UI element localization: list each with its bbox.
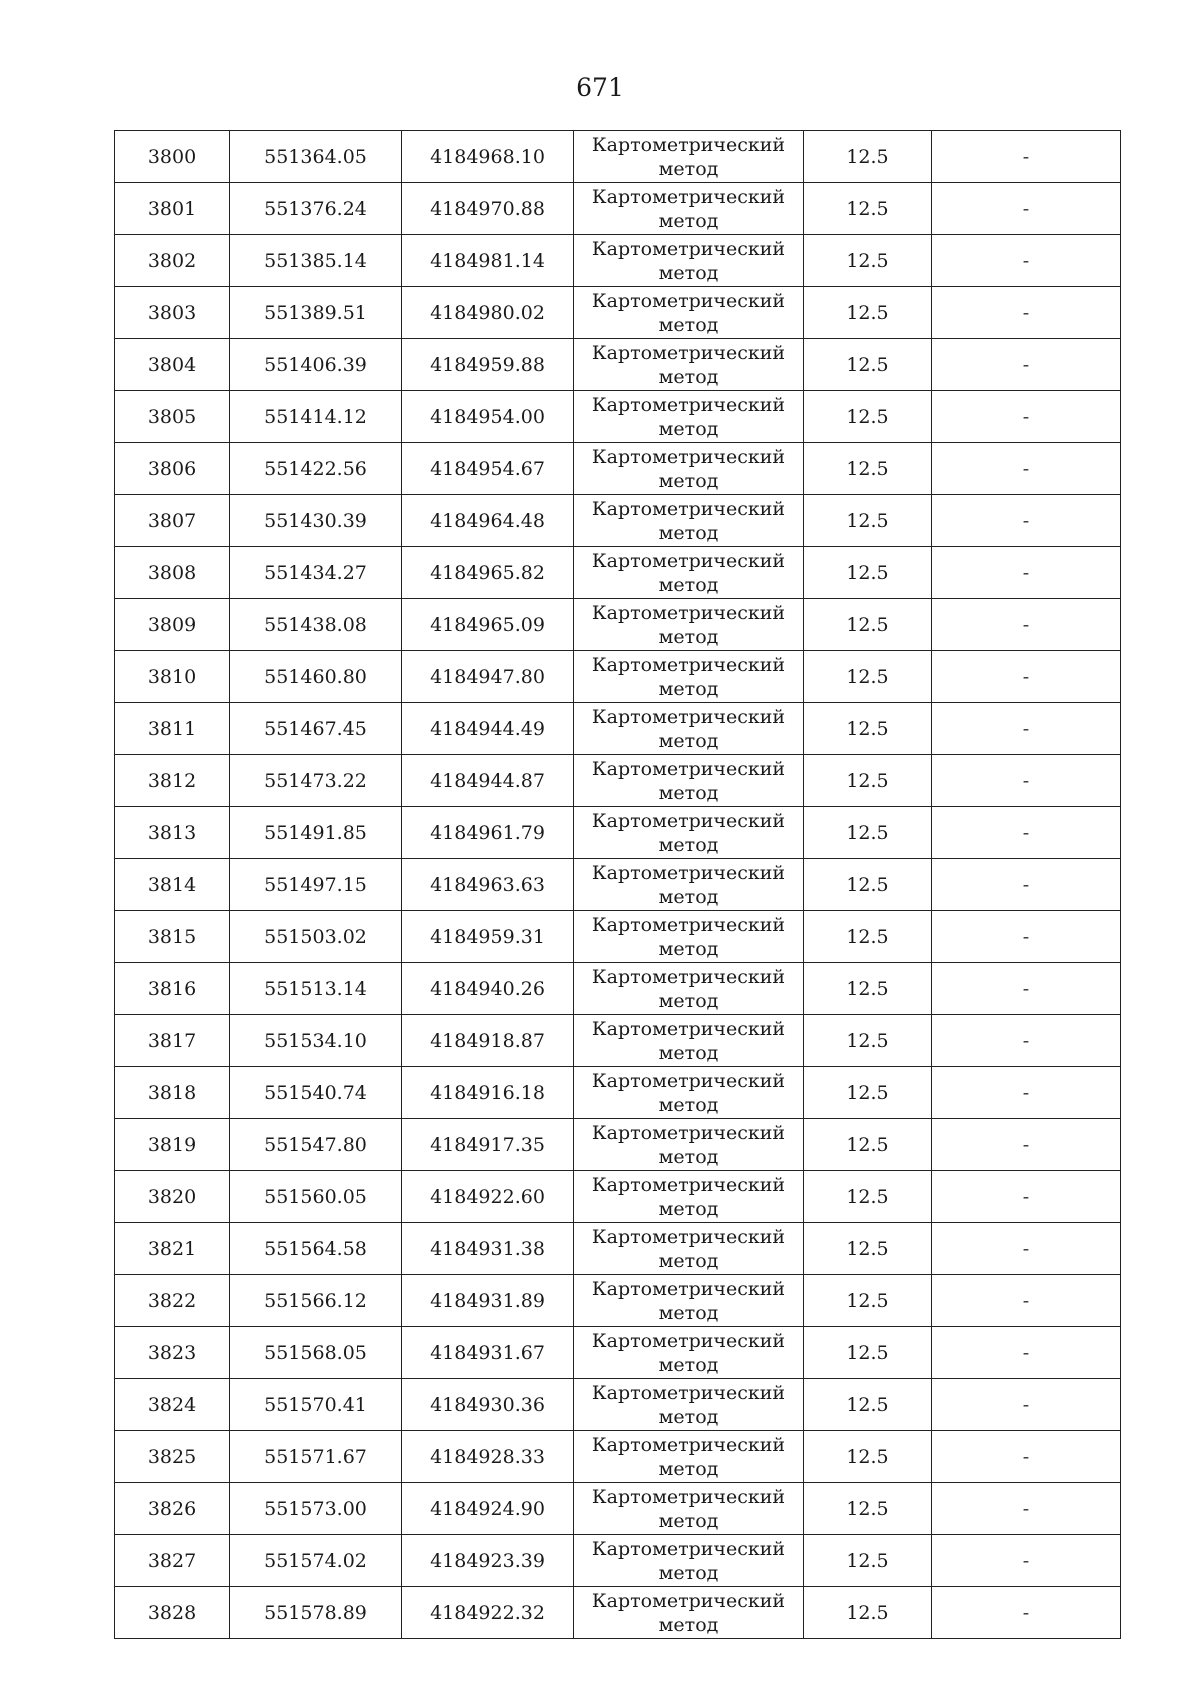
table-row xyxy=(115,287,1121,339)
table-row xyxy=(115,1275,1121,1327)
y-coordinate-cell: 4184954.67 xyxy=(402,443,574,495)
method-line-2: метод xyxy=(658,989,719,1012)
note-cell: - xyxy=(932,131,1121,183)
method-line-2: метод xyxy=(658,313,719,336)
y-coordinate-cell: 4184959.88 xyxy=(402,339,574,391)
method-line-1: Картометрический xyxy=(591,1537,786,1560)
table-row xyxy=(115,495,1121,547)
accuracy-cell: 12.5 xyxy=(804,703,932,755)
x-coordinate-cell: 551473.22 xyxy=(230,755,402,807)
method-cell xyxy=(574,911,804,963)
x-coordinate-cell: 551564.58 xyxy=(230,1223,402,1275)
y-coordinate-cell: 4184944.87 xyxy=(402,755,574,807)
method-cell xyxy=(574,963,804,1015)
method-cell xyxy=(574,807,804,859)
table-row xyxy=(115,963,1121,1015)
table-row xyxy=(115,1379,1121,1431)
point-number-cell: 3825 xyxy=(115,1431,230,1483)
method-cell xyxy=(574,599,804,651)
accuracy-cell: 12.5 xyxy=(804,963,932,1015)
point-number-cell: 3801 xyxy=(115,183,230,235)
y-coordinate-cell: 4184924.90 xyxy=(402,1483,574,1535)
accuracy-cell: 12.5 xyxy=(804,547,932,599)
method-cell xyxy=(574,1119,804,1171)
method-line-2: метод xyxy=(658,937,719,960)
method-cell xyxy=(574,235,804,287)
x-coordinate-cell: 551534.10 xyxy=(230,1015,402,1067)
y-coordinate-cell: 4184917.35 xyxy=(402,1119,574,1171)
accuracy-cell: 12.5 xyxy=(804,287,932,339)
x-coordinate-cell: 551376.24 xyxy=(230,183,402,235)
method-line-2: метод xyxy=(658,833,719,856)
note-cell: - xyxy=(932,599,1121,651)
method-line-1: Картометрический xyxy=(591,1017,786,1040)
point-number-cell: 3828 xyxy=(115,1587,230,1639)
x-coordinate-cell: 551414.12 xyxy=(230,391,402,443)
method-line-1: Картометрический xyxy=(591,1329,786,1352)
accuracy-cell: 12.5 xyxy=(804,1587,932,1639)
table-row xyxy=(115,391,1121,443)
y-coordinate-cell: 4184944.49 xyxy=(402,703,574,755)
x-coordinate-cell: 551574.02 xyxy=(230,1535,402,1587)
point-number-cell: 3809 xyxy=(115,599,230,651)
method-cell xyxy=(574,287,804,339)
method-line-2: метод xyxy=(658,1197,719,1220)
method-cell xyxy=(574,1483,804,1535)
table-row xyxy=(115,599,1121,651)
y-coordinate-cell: 4184923.39 xyxy=(402,1535,574,1587)
method-line-1: Картометрический xyxy=(591,133,786,156)
accuracy-cell: 12.5 xyxy=(804,495,932,547)
method-line-1: Картометрический xyxy=(591,757,786,780)
point-number-cell: 3808 xyxy=(115,547,230,599)
x-coordinate-cell: 551578.89 xyxy=(230,1587,402,1639)
table-row xyxy=(115,703,1121,755)
method-cell xyxy=(574,1379,804,1431)
accuracy-cell: 12.5 xyxy=(804,1379,932,1431)
y-coordinate-cell: 4184930.36 xyxy=(402,1379,574,1431)
accuracy-cell: 12.5 xyxy=(804,1015,932,1067)
point-number-cell: 3814 xyxy=(115,859,230,911)
note-cell: - xyxy=(932,235,1121,287)
point-number-cell: 3803 xyxy=(115,287,230,339)
x-coordinate-cell: 551568.05 xyxy=(230,1327,402,1379)
note-cell: - xyxy=(932,1431,1121,1483)
point-number-cell: 3810 xyxy=(115,651,230,703)
point-number-cell: 3812 xyxy=(115,755,230,807)
method-line-2: метод xyxy=(658,885,719,908)
method-cell xyxy=(574,1587,804,1639)
method-line-1: Картометрический xyxy=(591,1589,786,1612)
point-number-cell: 3826 xyxy=(115,1483,230,1535)
note-cell: - xyxy=(932,1535,1121,1587)
y-coordinate-cell: 4184922.32 xyxy=(402,1587,574,1639)
y-coordinate-cell: 4184954.00 xyxy=(402,391,574,443)
table-row xyxy=(115,131,1121,183)
accuracy-cell: 12.5 xyxy=(804,235,932,287)
note-cell: - xyxy=(932,183,1121,235)
accuracy-cell: 12.5 xyxy=(804,183,932,235)
note-cell: - xyxy=(932,1587,1121,1639)
method-line-1: Картометрический xyxy=(591,445,786,468)
point-number-cell: 3802 xyxy=(115,235,230,287)
accuracy-cell: 12.5 xyxy=(804,131,932,183)
note-cell: - xyxy=(932,807,1121,859)
method-line-2: метод xyxy=(658,1509,719,1532)
x-coordinate-cell: 551385.14 xyxy=(230,235,402,287)
x-coordinate-cell: 551491.85 xyxy=(230,807,402,859)
note-cell: - xyxy=(932,1379,1121,1431)
method-line-1: Картометрический xyxy=(591,653,786,676)
y-coordinate-cell: 4184961.79 xyxy=(402,807,574,859)
y-coordinate-cell: 4184980.02 xyxy=(402,287,574,339)
note-cell: - xyxy=(932,1223,1121,1275)
method-cell xyxy=(574,755,804,807)
point-number-cell: 3816 xyxy=(115,963,230,1015)
method-line-1: Картометрический xyxy=(591,341,786,364)
table-row xyxy=(115,1535,1121,1587)
note-cell: - xyxy=(932,495,1121,547)
method-cell xyxy=(574,443,804,495)
accuracy-cell: 12.5 xyxy=(804,391,932,443)
note-cell: - xyxy=(932,391,1121,443)
accuracy-cell: 12.5 xyxy=(804,1431,932,1483)
method-cell xyxy=(574,1015,804,1067)
y-coordinate-cell: 4184918.87 xyxy=(402,1015,574,1067)
table-row xyxy=(115,1067,1121,1119)
x-coordinate-cell: 551566.12 xyxy=(230,1275,402,1327)
method-line-2: метод xyxy=(658,729,719,752)
note-cell: - xyxy=(932,287,1121,339)
note-cell: - xyxy=(932,859,1121,911)
accuracy-cell: 12.5 xyxy=(804,1171,932,1223)
accuracy-cell: 12.5 xyxy=(804,1119,932,1171)
accuracy-cell: 12.5 xyxy=(804,339,932,391)
point-number-cell: 3811 xyxy=(115,703,230,755)
page-number: 671 xyxy=(576,73,624,102)
accuracy-cell: 12.5 xyxy=(804,1067,932,1119)
accuracy-cell: 12.5 xyxy=(804,755,932,807)
note-cell: - xyxy=(932,651,1121,703)
x-coordinate-cell: 551513.14 xyxy=(230,963,402,1015)
accuracy-cell: 12.5 xyxy=(804,1223,932,1275)
table-row xyxy=(115,911,1121,963)
method-cell xyxy=(574,1327,804,1379)
method-line-2: метод xyxy=(658,1041,719,1064)
method-line-1: Картометрический xyxy=(591,237,786,260)
coordinates-table-body xyxy=(115,131,1121,1639)
accuracy-cell: 12.5 xyxy=(804,1275,932,1327)
accuracy-cell: 12.5 xyxy=(804,1535,932,1587)
method-line-2: метод xyxy=(658,521,719,544)
x-coordinate-cell: 551406.39 xyxy=(230,339,402,391)
x-coordinate-cell: 551540.74 xyxy=(230,1067,402,1119)
method-cell xyxy=(574,1535,804,1587)
note-cell: - xyxy=(932,911,1121,963)
method-line-2: метод xyxy=(658,1145,719,1168)
point-number-cell: 3824 xyxy=(115,1379,230,1431)
method-line-2: метод xyxy=(658,209,719,232)
x-coordinate-cell: 551560.05 xyxy=(230,1171,402,1223)
method-line-2: метод xyxy=(658,625,719,648)
table-row xyxy=(115,443,1121,495)
method-line-2: метод xyxy=(658,261,719,284)
y-coordinate-cell: 4184931.67 xyxy=(402,1327,574,1379)
method-line-1: Картометрический xyxy=(591,1173,786,1196)
x-coordinate-cell: 551430.39 xyxy=(230,495,402,547)
method-line-2: метод xyxy=(658,1353,719,1376)
x-coordinate-cell: 551438.08 xyxy=(230,599,402,651)
y-coordinate-cell: 4184981.14 xyxy=(402,235,574,287)
table-row xyxy=(115,1587,1121,1639)
method-line-2: метод xyxy=(658,469,719,492)
method-line-2: метод xyxy=(658,677,719,700)
method-line-1: Картометрический xyxy=(591,1277,786,1300)
table-row xyxy=(115,1171,1121,1223)
table-row xyxy=(115,1483,1121,1535)
method-cell xyxy=(574,131,804,183)
method-line-1: Картометрический xyxy=(591,913,786,936)
y-coordinate-cell: 4184947.80 xyxy=(402,651,574,703)
y-coordinate-cell: 4184916.18 xyxy=(402,1067,574,1119)
method-cell xyxy=(574,391,804,443)
method-cell xyxy=(574,183,804,235)
y-coordinate-cell: 4184931.38 xyxy=(402,1223,574,1275)
table-row xyxy=(115,183,1121,235)
x-coordinate-cell: 551467.45 xyxy=(230,703,402,755)
point-number-cell: 3804 xyxy=(115,339,230,391)
method-line-1: Картометрический xyxy=(591,1381,786,1404)
accuracy-cell: 12.5 xyxy=(804,859,932,911)
method-line-1: Картометрический xyxy=(591,1121,786,1144)
y-coordinate-cell: 4184965.09 xyxy=(402,599,574,651)
accuracy-cell: 12.5 xyxy=(804,1327,932,1379)
method-cell xyxy=(574,1431,804,1483)
y-coordinate-cell: 4184931.89 xyxy=(402,1275,574,1327)
method-line-2: метод xyxy=(658,417,719,440)
point-number-cell: 3805 xyxy=(115,391,230,443)
table-row xyxy=(115,235,1121,287)
x-coordinate-cell: 551573.00 xyxy=(230,1483,402,1535)
accuracy-cell: 12.5 xyxy=(804,651,932,703)
method-line-2: метод xyxy=(658,1405,719,1428)
table-row xyxy=(115,1015,1121,1067)
method-line-1: Картометрический xyxy=(591,1433,786,1456)
method-cell xyxy=(574,703,804,755)
y-coordinate-cell: 4184928.33 xyxy=(402,1431,574,1483)
x-coordinate-cell: 551497.15 xyxy=(230,859,402,911)
accuracy-cell: 12.5 xyxy=(804,1483,932,1535)
method-line-2: метод xyxy=(658,1613,719,1636)
point-number-cell: 3822 xyxy=(115,1275,230,1327)
method-cell xyxy=(574,547,804,599)
note-cell: - xyxy=(932,1275,1121,1327)
table-row xyxy=(115,859,1121,911)
method-line-1: Картометрический xyxy=(591,861,786,884)
table-row xyxy=(115,807,1121,859)
accuracy-cell: 12.5 xyxy=(804,911,932,963)
point-number-cell: 3820 xyxy=(115,1171,230,1223)
method-cell xyxy=(574,1275,804,1327)
method-line-1: Картометрический xyxy=(591,497,786,520)
point-number-cell: 3823 xyxy=(115,1327,230,1379)
method-line-1: Картометрический xyxy=(591,1225,786,1248)
note-cell: - xyxy=(932,339,1121,391)
method-cell xyxy=(574,651,804,703)
accuracy-cell: 12.5 xyxy=(804,807,932,859)
method-line-2: метод xyxy=(658,1093,719,1116)
y-coordinate-cell: 4184922.60 xyxy=(402,1171,574,1223)
table-row xyxy=(115,1223,1121,1275)
accuracy-cell: 12.5 xyxy=(804,443,932,495)
x-coordinate-cell: 551460.80 xyxy=(230,651,402,703)
note-cell: - xyxy=(932,963,1121,1015)
y-coordinate-cell: 4184965.82 xyxy=(402,547,574,599)
note-cell: - xyxy=(932,547,1121,599)
point-number-cell: 3821 xyxy=(115,1223,230,1275)
x-coordinate-cell: 551364.05 xyxy=(230,131,402,183)
method-line-2: метод xyxy=(658,157,719,180)
method-line-2: метод xyxy=(658,781,719,804)
accuracy-cell: 12.5 xyxy=(804,599,932,651)
method-cell xyxy=(574,339,804,391)
table-row xyxy=(115,339,1121,391)
method-line-1: Картометрический xyxy=(591,185,786,208)
method-line-1: Картометрический xyxy=(591,601,786,624)
method-line-1: Картометрический xyxy=(591,965,786,988)
point-number-cell: 3827 xyxy=(115,1535,230,1587)
y-coordinate-cell: 4184964.48 xyxy=(402,495,574,547)
x-coordinate-cell: 551571.67 xyxy=(230,1431,402,1483)
note-cell: - xyxy=(932,443,1121,495)
method-cell xyxy=(574,1067,804,1119)
table-row xyxy=(115,755,1121,807)
method-line-2: метод xyxy=(658,1561,719,1584)
point-number-cell: 3800 xyxy=(115,131,230,183)
method-line-1: Картометрический xyxy=(591,289,786,312)
x-coordinate-cell: 551503.02 xyxy=(230,911,402,963)
method-cell xyxy=(574,1223,804,1275)
method-cell xyxy=(574,859,804,911)
y-coordinate-cell: 4184940.26 xyxy=(402,963,574,1015)
x-coordinate-cell: 551547.80 xyxy=(230,1119,402,1171)
x-coordinate-cell: 551422.56 xyxy=(230,443,402,495)
method-line-1: Картометрический xyxy=(591,393,786,416)
table-row xyxy=(115,1119,1121,1171)
point-number-cell: 3806 xyxy=(115,443,230,495)
note-cell: - xyxy=(932,703,1121,755)
y-coordinate-cell: 4184970.88 xyxy=(402,183,574,235)
point-number-cell: 3807 xyxy=(115,495,230,547)
method-line-2: метод xyxy=(658,365,719,388)
method-line-2: метод xyxy=(658,1301,719,1324)
method-line-1: Картометрический xyxy=(591,1069,786,1092)
note-cell: - xyxy=(932,755,1121,807)
point-number-cell: 3818 xyxy=(115,1067,230,1119)
method-line-2: метод xyxy=(658,1249,719,1272)
method-line-2: метод xyxy=(658,1457,719,1480)
method-line-1: Картометрический xyxy=(591,549,786,572)
point-number-cell: 3819 xyxy=(115,1119,230,1171)
method-line-1: Картометрический xyxy=(591,809,786,832)
point-number-cell: 3813 xyxy=(115,807,230,859)
y-coordinate-cell: 4184968.10 xyxy=(402,131,574,183)
note-cell: - xyxy=(932,1067,1121,1119)
method-line-2: метод xyxy=(658,573,719,596)
note-cell: - xyxy=(932,1015,1121,1067)
table-row xyxy=(115,1431,1121,1483)
table-row xyxy=(115,651,1121,703)
point-number-cell: 3817 xyxy=(115,1015,230,1067)
note-cell: - xyxy=(932,1119,1121,1171)
method-line-1: Картометрический xyxy=(591,1485,786,1508)
x-coordinate-cell: 551389.51 xyxy=(230,287,402,339)
x-coordinate-cell: 551434.27 xyxy=(230,547,402,599)
y-coordinate-cell: 4184959.31 xyxy=(402,911,574,963)
note-cell: - xyxy=(932,1327,1121,1379)
method-line-1: Картометрический xyxy=(591,705,786,728)
x-coordinate-cell: 551570.41 xyxy=(230,1379,402,1431)
note-cell: - xyxy=(932,1483,1121,1535)
point-number-cell: 3815 xyxy=(115,911,230,963)
table-row xyxy=(115,1327,1121,1379)
coordinates-table xyxy=(114,130,1121,1639)
y-coordinate-cell: 4184963.63 xyxy=(402,859,574,911)
method-cell xyxy=(574,495,804,547)
note-cell: - xyxy=(932,1171,1121,1223)
method-cell xyxy=(574,1171,804,1223)
table-row xyxy=(115,547,1121,599)
